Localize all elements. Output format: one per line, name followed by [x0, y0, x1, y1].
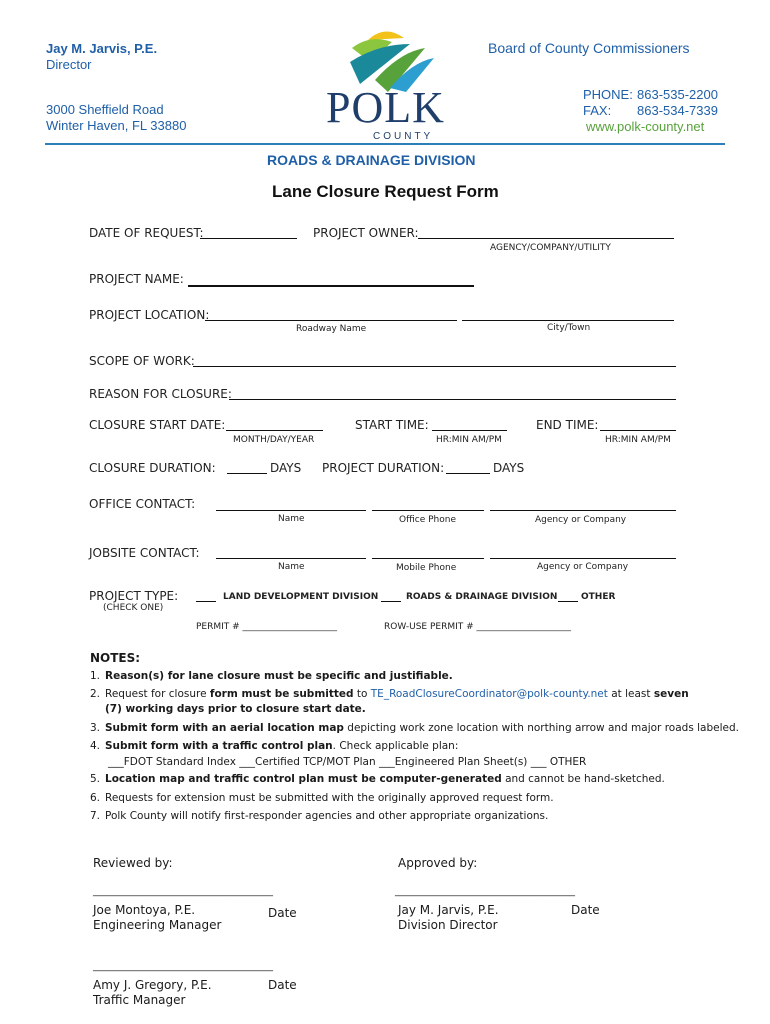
other-checkbox[interactable]	[558, 601, 578, 602]
start-time-format: HR:MIN AM/PM	[436, 435, 502, 445]
owner-sublabel: AGENCY/COMPANY/UTILITY	[490, 243, 611, 253]
board-title: Board of County Commissioners	[488, 40, 690, 56]
signer-1-name: Joe Montoya, P.E.	[93, 903, 196, 917]
note-5-number: 5.	[90, 773, 101, 785]
division-name: ROADS & DRAINAGE DIVISION	[267, 152, 476, 168]
closure-start-date-field[interactable]	[226, 430, 323, 431]
date-of-request-label: DATE OF REQUEST:	[89, 226, 204, 240]
signature-line-2[interactable]: ____________________________________	[395, 886, 575, 897]
closure-duration-field[interactable]	[227, 473, 267, 474]
note-6: Requests for extension must be submitted with the originally approved request form.	[105, 792, 554, 804]
note-6-number: 6.	[90, 792, 101, 804]
office-contact-name-field[interactable]	[216, 510, 366, 511]
address-line-2: Winter Haven, FL 33880	[46, 118, 187, 133]
logo-wordmark: POLK	[326, 83, 445, 132]
note-2-cont: (7) working days prior to closure start date.	[105, 703, 366, 715]
land-development-checkbox[interactable]	[196, 601, 216, 602]
logo-subtext: COUNTY	[373, 131, 434, 142]
director-role: Director	[46, 57, 92, 72]
signer-1-date[interactable]: Date	[268, 906, 297, 920]
end-time-format: HR:MIN AM/PM	[605, 435, 671, 445]
office-contact-label: OFFICE CONTACT:	[89, 497, 196, 511]
office-phone-field[interactable]	[372, 510, 484, 511]
fax-number: 863-534-7339	[637, 103, 718, 118]
city-sublabel: City/Town	[547, 323, 591, 333]
end-time-field[interactable]	[600, 430, 676, 431]
project-owner-label: PROJECT OWNER:	[313, 226, 419, 240]
approved-by-label: Approved by:	[398, 856, 478, 870]
note-3-number: 3.	[90, 722, 101, 734]
check-one-note: (CHECK ONE)	[103, 603, 164, 613]
signer-3-date[interactable]: Date	[268, 978, 297, 992]
roads-drainage-checkbox[interactable]	[381, 601, 401, 602]
note-5: Location map and traffic control plan must be computer-generated and cannot be hand-sketched.	[105, 773, 665, 785]
scope-of-work-field[interactable]	[193, 366, 676, 367]
start-time-field[interactable]	[432, 430, 507, 431]
signer-2-title: Division Director	[398, 918, 498, 932]
mobile-phone-field[interactable]	[372, 558, 484, 559]
note-2-number: 2.	[90, 688, 101, 700]
date-format-sublabel: MONTH/DAY/YEAR	[233, 435, 315, 445]
jobsite-name-sublabel: Name	[278, 562, 305, 572]
signer-2-name: Jay M. Jarvis, P.E.	[398, 903, 499, 917]
reason-field[interactable]	[229, 399, 676, 400]
note-7-number: 7.	[90, 810, 101, 822]
director-name: Jay M. Jarvis, P.E.	[46, 41, 158, 56]
phone-label: PHONE:	[583, 87, 633, 102]
land-development-option: LAND DEVELOPMENT DIVISION	[223, 592, 379, 602]
roads-drainage-option: ROADS & DRAINAGE DIVISION	[406, 592, 558, 602]
row-use-permit-field[interactable]: ROW-USE PERMIT # _____________________	[384, 622, 572, 632]
header-rule	[45, 143, 725, 145]
note-7: Polk County will notify first-responder agencies and other appropriate organizations.	[105, 810, 549, 822]
other-option: OTHER	[581, 592, 616, 602]
office-phone-sublabel: Office Phone	[399, 515, 457, 525]
project-type-label: PROJECT TYPE:	[89, 589, 179, 603]
notes-heading: NOTES:	[90, 651, 141, 665]
project-name-field[interactable]	[188, 285, 474, 287]
end-time-label: END TIME:	[536, 418, 599, 432]
project-duration-label: PROJECT DURATION:	[322, 461, 445, 475]
website-link[interactable]: www.polk-county.net	[586, 119, 705, 134]
note-1: Reason(s) for lane closure must be specific and justifiable.	[105, 670, 453, 682]
start-time-label: START TIME:	[355, 418, 429, 432]
signer-3-title: Traffic Manager	[93, 993, 186, 1007]
note-1-number: 1.	[90, 670, 101, 682]
coordinator-email-link[interactable]: TE_RoadClosureCoordinator@polk-county.net	[370, 688, 608, 700]
project-days-label: DAYS	[493, 461, 525, 475]
form-title: Lane Closure Request Form	[272, 182, 499, 201]
note-2: Request for closure form must be submitted to TE_RoadClosureCoordinator@polk-county.net at least seven	[105, 688, 689, 700]
scope-of-work-label: SCOPE OF WORK:	[89, 354, 195, 368]
reviewed-by-label: Reviewed by:	[93, 856, 173, 870]
traffic-plan-options[interactable]: ___FDOT Standard Index ___Certified TCP/MOT Plan ___Engineered Plan Sheet(s) ___ OTHER	[108, 756, 587, 768]
note-4-number: 4.	[90, 740, 101, 752]
date-of-request-field[interactable]	[200, 238, 297, 239]
office-name-sublabel: Name	[278, 514, 305, 524]
roadway-sublabel: Roadway Name	[296, 324, 367, 334]
mobile-phone-sublabel: Mobile Phone	[396, 563, 457, 573]
jobsite-contact-label: JOBSITE CONTACT:	[89, 546, 200, 560]
project-duration-field[interactable]	[446, 473, 490, 474]
note-3: Submit form with an aerial location map depicting work zone location with northing arrow and major roads labeled.	[105, 722, 739, 734]
signer-3-name: Amy J. Gregory, P.E.	[93, 978, 212, 992]
project-name-label: PROJECT NAME:	[89, 272, 184, 286]
closure-duration-label: CLOSURE DURATION:	[89, 461, 216, 475]
closure-days-label: DAYS	[270, 461, 302, 475]
fax-label: FAX:	[583, 103, 612, 118]
reason-label: REASON FOR CLOSURE:	[89, 387, 232, 401]
signer-2-date[interactable]: Date	[571, 903, 600, 917]
phone-number: 863-535-2200	[637, 87, 718, 102]
note-4: Submit form with a traffic control plan. Check applicable plan:	[105, 740, 459, 752]
jobsite-agency-sublabel: Agency or Company	[537, 562, 629, 572]
address-line-1: 3000 Sheffield Road	[46, 102, 164, 117]
jobsite-name-field[interactable]	[216, 558, 366, 559]
office-agency-sublabel: Agency or Company	[535, 515, 627, 525]
city-town-field[interactable]	[462, 320, 674, 321]
signature-line-3[interactable]: ____________________________________	[93, 961, 273, 972]
project-location-label: PROJECT LOCATION:	[89, 308, 210, 322]
office-agency-field[interactable]	[490, 510, 676, 511]
jobsite-agency-field[interactable]	[490, 558, 676, 559]
signature-line-1[interactable]: ____________________________________	[93, 886, 273, 897]
roadway-name-field[interactable]	[205, 320, 457, 321]
permit-field[interactable]: PERMIT # _____________________	[196, 622, 338, 632]
project-owner-field[interactable]	[418, 238, 674, 239]
closure-start-date-label: CLOSURE START DATE:	[89, 418, 226, 432]
signer-1-title: Engineering Manager	[93, 918, 222, 932]
